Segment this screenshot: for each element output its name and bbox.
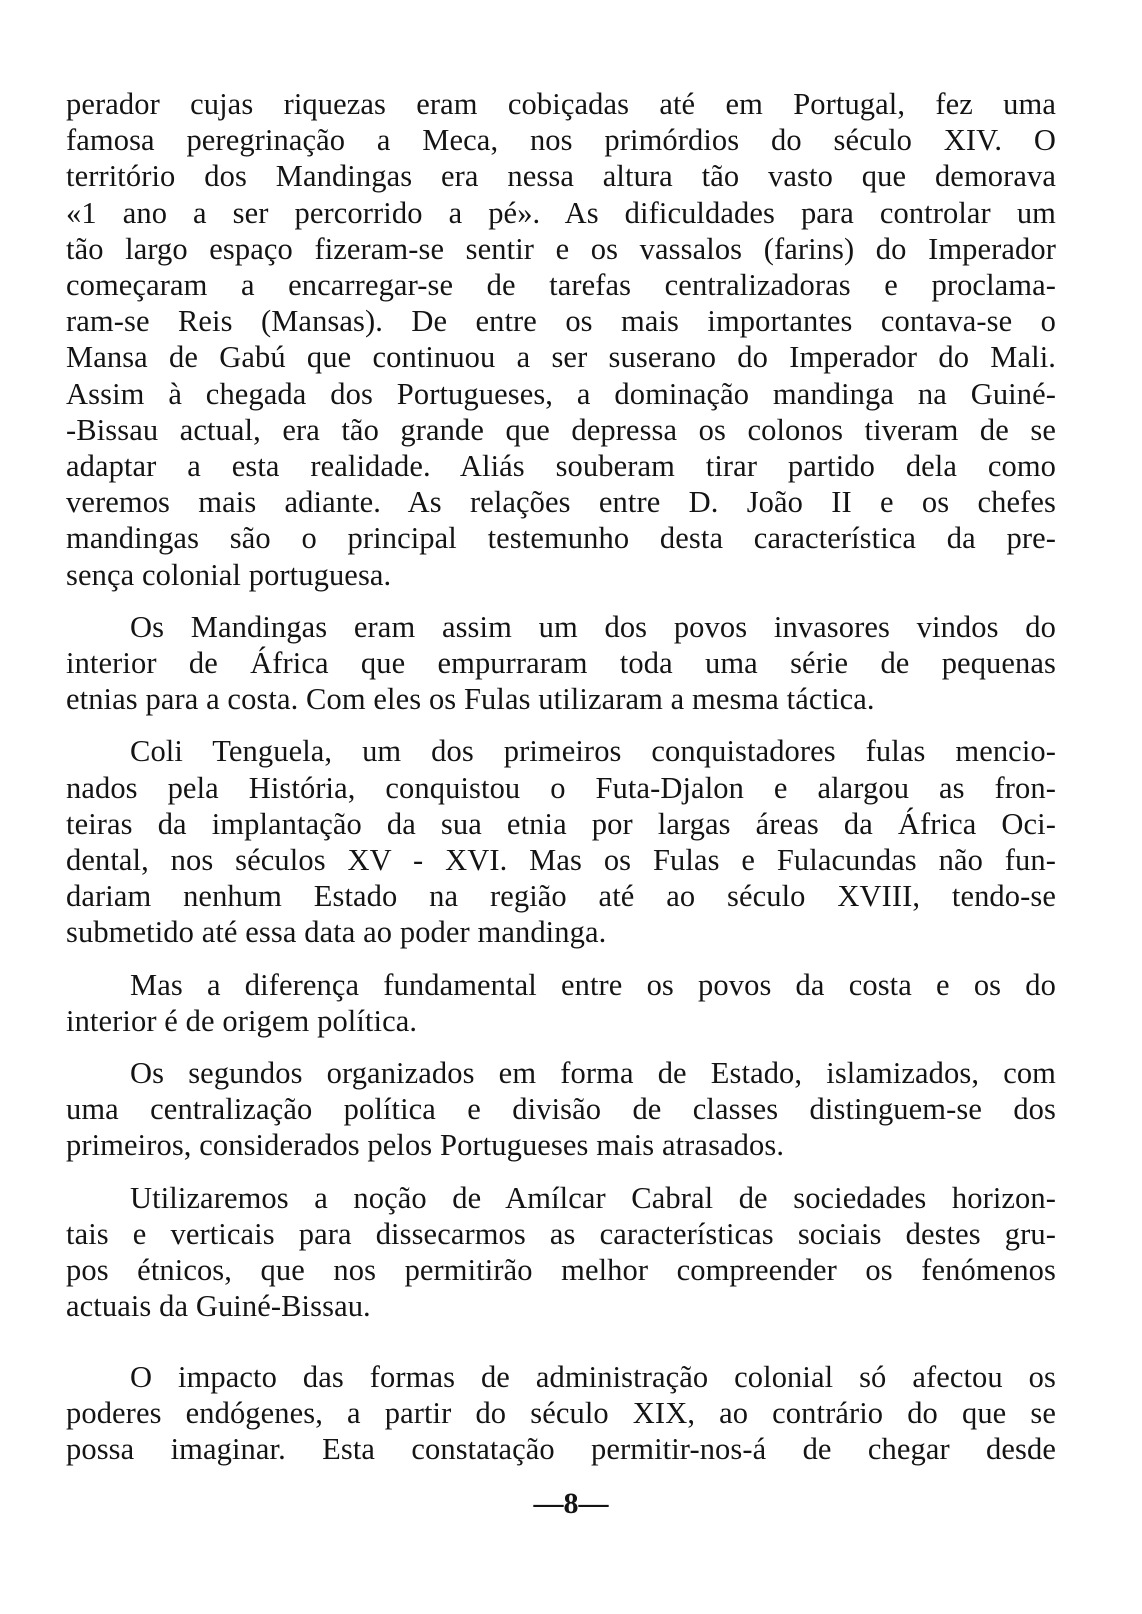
text-line: uma centralização política e divisão de classes distinguem-se dos: [66, 1092, 1056, 1127]
text-line: poderes endógenes, a partir do século XIX, ao contrário do que se: [66, 1395, 1056, 1430]
paragraph-5: [66, 1055, 1056, 1164]
text-line: dental, nos séculos XV - XVI. Mas os Fulas e Fulacundas não fun-: [66, 843, 1056, 878]
text-line: interior é de origem política.: [66, 1003, 418, 1038]
text-line: nados pela História, conquistou o Futa-Djalon e alargou as fron-: [66, 770, 1056, 805]
text-line: possa imaginar. Esta constatação permitir-nos-á de chegar desde: [66, 1431, 1056, 1466]
text-line: pos étnicos, que nos permitirão melhor compreender os fenómenos: [66, 1253, 1056, 1288]
text-line: actuais da Guiné-Bissau.: [66, 1289, 371, 1324]
paragraph-1: [66, 86, 1056, 593]
text-line: teiras da implantação da sua etnia por largas áreas da África Oci-: [66, 806, 1056, 841]
paragraph-4: [66, 967, 1056, 1039]
paragraph-7: [66, 1359, 1056, 1468]
text-line: território dos Mandingas era nessa altura tão vasto que demorava: [66, 159, 1056, 194]
text-line: tão largo espaço fizeram-se sentir e os vassalos (farins) do Imperador: [66, 231, 1056, 266]
page-body: [66, 86, 1056, 1467]
text-line: submetido até essa data ao poder mandinga.: [66, 915, 607, 950]
text-line: -Bissau actual, era tão grande que depressa os colonos tiveram de se: [66, 412, 1056, 447]
text-line: etnias para a costa. Com eles os Fulas utilizaram a mesma táctica.: [66, 682, 875, 717]
text-line: «1 ano a ser percorrido a pé». As dificuldades para controlar um: [66, 195, 1056, 230]
text-line: Coli Tenguela, um dos primeiros conquistadores fulas mencio-: [130, 734, 1056, 769]
text-line: sença colonial portuguesa.: [66, 557, 392, 592]
text-line: dariam nenhum Estado na região até ao século XVIII, tendo-se: [66, 879, 1056, 914]
paragraph-6: [66, 1180, 1056, 1325]
text-line: tais e verticais para dissecarmos as características sociais destes gru-: [66, 1216, 1056, 1251]
text-line: adaptar a esta realidade. Aliás souberam tirar partido dela como: [66, 449, 1056, 484]
text-line: mandingas são o principal testemunho desta característica da pre-: [66, 521, 1056, 556]
text-line: ram-se Reis (Mansas). De entre os mais importantes contava-se o: [66, 304, 1056, 339]
text-line: Assim à chegada dos Portugueses, a dominação mandinga na Guiné-: [66, 376, 1056, 411]
text-line: Os segundos organizados em forma de Estado, islamizados, com: [130, 1056, 1056, 1091]
text-line: Utilizaremos a noção de Amílcar Cabral de sociedades horizon-: [130, 1180, 1056, 1215]
text-line: Os Mandingas eram assim um dos povos invasores vindos do: [130, 609, 1056, 644]
text-line: veremos mais adiante. As relações entre D. João II e os chefes: [66, 485, 1056, 520]
text-line: interior de África que empurraram toda uma série de pequenas: [66, 646, 1056, 681]
text-line: O impacto das formas de administração colonial só afectou os: [130, 1359, 1056, 1394]
text-line: começaram a encarregar-se de tarefas centralizadoras e proclama-: [66, 268, 1056, 303]
text-line: perador cujas riquezas eram cobiçadas até em Portugal, fez uma: [66, 87, 1056, 121]
page-number: —8—: [533, 1487, 609, 1520]
text-line: primeiros, considerados pelos Portugueses mais atrasados.: [66, 1128, 785, 1163]
text-line: famosa peregrinação a Meca, nos primórdios do século XIV. O: [66, 123, 1056, 158]
paragraph-2: [66, 609, 1056, 718]
paragraph-3: [66, 733, 1056, 950]
text-line: Mas a diferença fundamental entre os povos da costa e os do: [130, 967, 1056, 1002]
text-line: Mansa de Gabú que continuou a ser suserano do Imperador do Mali.: [66, 340, 1056, 375]
